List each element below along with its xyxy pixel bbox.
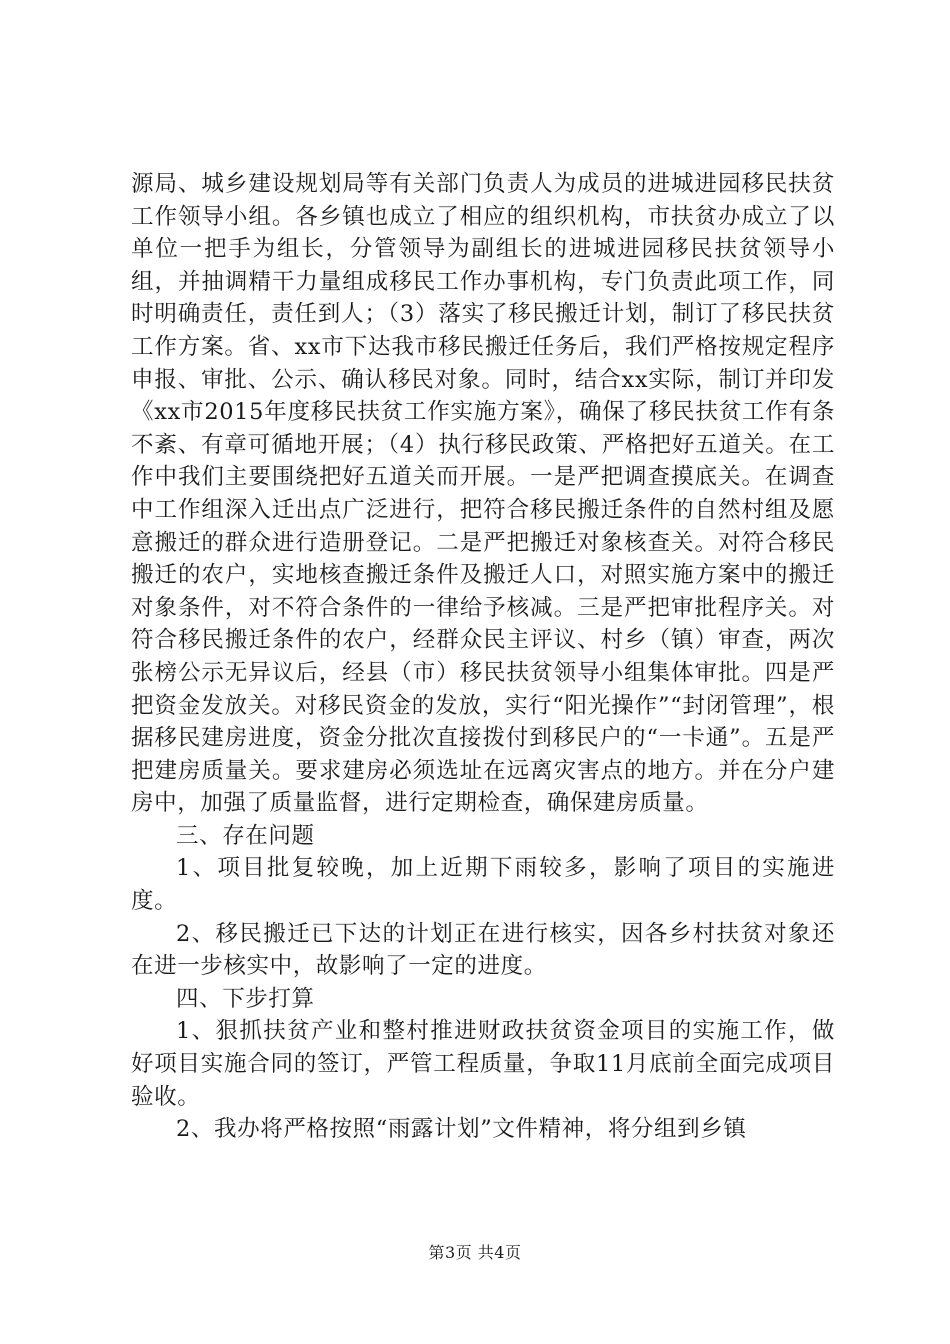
page-footer [0,1240,950,1263]
plan-item-2: 2、我办将严格按照“雨露计划”文件精神，将分组到乡镇 [176,1116,747,1143]
plan-item-1: 1、狠抓扶贫产业和整村推进财政扶贫资金项目的实施工作，做好项目实施合同的签订，严管工程质量，争取11月底前全面完成项目验收。 [131,1018,835,1110]
problem-item-2: 2、移民搬迁已下达的计划正在进行核实，因各乡村扶贫对象还在进一步核实中，故影响了一定的进度。 [131,920,835,980]
document-body [131,168,835,1146]
section-heading-next-steps: 四、下步打算 [176,985,315,1012]
paragraph-continuation: 源局、城乡建设规划局等有关部门负责人为成员的进城进园移民扶贫工作领导小组。各乡镇也成立了相应的组织机构，市扶贫办成立了以单位一把手为组长，分管领导为副组长的进城进园移民扶贫领导小组，并抽调精干力量组成移民工作办事机构，专门负责此项工作，同时明确责任，责任到人；（3）落实了移民搬迁计划，制订了移民扶贫工作方案。省、xx市下达我市移民搬迁任务后，我们严格按规定程序申报、审批、公示、确认移民对象。同时，结合xx实际，制订并印发《xx市2015年度移民扶贫工作实施方案》，确保了移民扶贫工作有条不紊、有章可循地开展；（4）执行移民政策、严格把好五道关。在工作中我们主要围绕把好五道关而开展。一是严把调查摸底关。在调查中工作组深入迁出点广泛进行，把符合移民搬迁条件的自然村组及愿意搬迁的群众进行造册登记。二是严把搬迁对象核查关。对符合移民搬迁的农户，实地核查搬迁条件及搬迁人口，对照实施方案中的搬迁对象条件，对不符合条件的一律给予核减。三是严把审批程序关。对符合移民搬迁条件的农户，经群众民主评议、村乡（镇）审查，两次张榜公示无异议后，经县（市）移民扶贫领导小组集体审批。四是严把资金发放关。对移民资金的发放，实行“阳光操作”“封闭管理”，根据移民建房进度，资金分批次直接拨付到移民户的“一卡通”。五是严把建房质量关。要求建房必须选址在远离灾害点的地方。并在分户建房中，加强了质量监督，进行定期检查，确保建房质量。 [131,171,835,817]
problem-item-1: 1、项目批复较晚，加上近期下雨较多，影响了项目的实施进度。 [131,855,835,915]
section-heading-problems: 三、存在问题 [176,822,315,849]
page-number-label: 第3页 共4页 [428,1243,522,1262]
